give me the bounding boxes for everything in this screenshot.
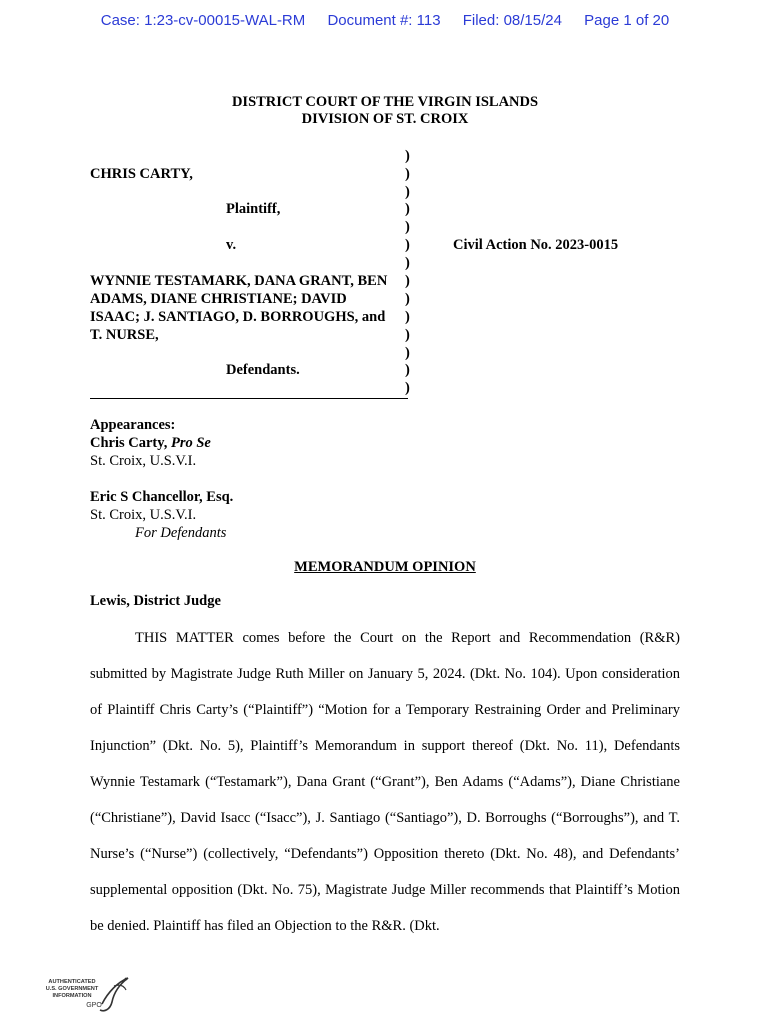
caption-paren: ) <box>405 327 410 343</box>
defendants-role: Defendants. <box>226 362 300 378</box>
defendant-line-3: ISAAC; J. SANTIAGO, D. BORROUGHS, and <box>90 309 386 325</box>
defendant-line-1: WYNNIE TESTAMARK, DANA GRANT, BEN <box>90 273 388 289</box>
opinion-title: MEMORANDUM OPINION <box>294 559 476 575</box>
page-indicator: Page 1 of 20 <box>584 12 670 29</box>
appearance-plaintiff <box>90 434 233 452</box>
defendant-line-2: ADAMS, DIANE CHRISTIANE; DAVID <box>90 291 347 307</box>
caption-paren: ) <box>405 148 410 164</box>
opinion-body <box>90 620 680 944</box>
plaintiff-counsel-name: Chris Carty, <box>90 435 171 451</box>
caption-paren: ) <box>405 237 410 253</box>
defense-counsel-location: St. Croix, U.S.V.I. <box>90 507 197 523</box>
caption-paren: ) <box>405 219 410 235</box>
plaintiff-name: CHRIS CARTY, <box>90 166 193 182</box>
caption-paren: ) <box>405 380 410 396</box>
caption-paren: ) <box>405 273 410 289</box>
case-number: Case: 1:23-cv-00015-WAL-RM <box>100 12 306 29</box>
seal-text-4: GPO <box>86 1002 102 1009</box>
versus: v. <box>226 237 237 253</box>
caption-paren: ) <box>405 345 410 361</box>
filing-header <box>0 12 770 29</box>
opinion-paragraph: THIS MATTER comes before the Court on the Report and Recommendation (R&R) submitted by Magistrate Judge Ruth Miller on January 5, 2024. (Dkt. No. 104). Upon consideration of Plaintiff Chris Carty’s (“Plaintiff”) “Motion for a Temporary Restraining Order and Preliminary Injunction” (Dkt. No. 5), Plaintiff’s Memorandum in support thereof (Dkt. No. 11), Defendants Wynnie Testamark (“Testamark”), Dana Grant (“Grant”), Ben Adams (“Adams”), Diane Christiane (“Christiane”), David Isacc (“Isacc”), J. Santiago (“Santiago”), D. Borroughs (“Borroughs”), and T. Nurse’s (“Nurse”) (collectively, “Defendants”) Opposition thereto (Dkt. No. 48), and Defendants’ supplemental opposition (Dkt. No. 75), Magistrate Judge Miller recommends that Plaintiff’s Motion be denied. Plaintiff has filed an Objection to the R&R. (Dkt. <box>90 630 680 934</box>
caption-paren: ) <box>405 255 410 271</box>
caption-paren: ) <box>405 201 410 217</box>
defendant-line-4: T. NURSE, <box>90 327 159 343</box>
filed-date: Filed: 08/15/24 <box>462 12 562 29</box>
caption-paren: ) <box>405 291 410 307</box>
caption-paren: ) <box>405 309 410 325</box>
seal-text-1: AUTHENTICATED <box>48 979 96 985</box>
caption-divider <box>90 398 408 399</box>
gpo-seal-icon <box>42 974 132 1014</box>
defense-counsel-name: Eric S Chancellor, Esq. <box>90 489 234 505</box>
civil-action-number: Civil Action No. 2023-0015 <box>453 237 619 253</box>
seal-text-3: INFORMATION <box>52 993 92 999</box>
for-defendants: For Defendants <box>135 525 227 541</box>
court-name: DISTRICT COURT OF THE VIRGIN ISLANDS <box>231 94 539 110</box>
plaintiff-role: Plaintiff, <box>226 201 281 217</box>
gpo-authentication-seal <box>42 974 132 1014</box>
caption-paren: ) <box>405 362 410 378</box>
appearances-heading: Appearances: <box>90 417 176 433</box>
caption-paren: ) <box>405 184 410 200</box>
caption-paren: ) <box>405 166 410 182</box>
pro-se: Pro Se <box>170 435 211 451</box>
seal-text-2: U.S. GOVERNMENT <box>45 986 99 992</box>
court-division: DIVISION OF ST. CROIX <box>301 111 469 127</box>
document-number: Document #: 113 <box>327 12 441 29</box>
judge-line: Lewis, District Judge <box>90 593 221 609</box>
appearances-block <box>90 416 233 542</box>
court-title <box>0 94 770 128</box>
plaintiff-location: St. Croix, U.S.V.I. <box>90 453 197 469</box>
